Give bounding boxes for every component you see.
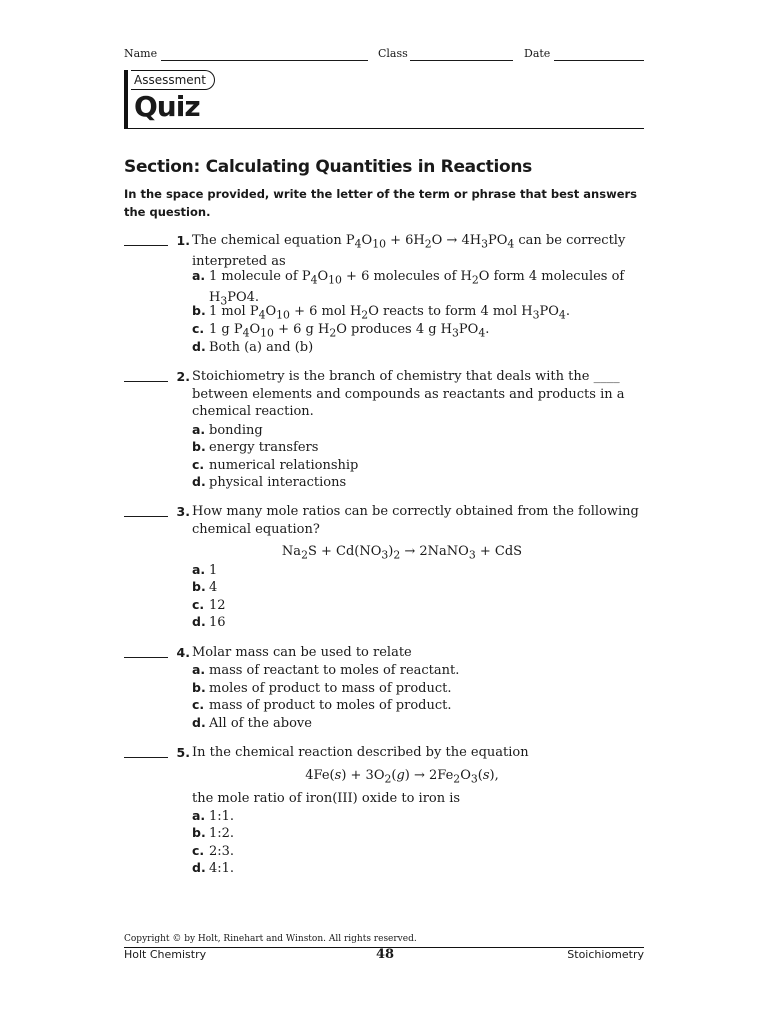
assessment-tab <box>131 70 215 90</box>
date-label: Date <box>524 47 551 60</box>
question-text-continued: the mole ratio of iron(III) oxide to iron is <box>192 791 461 806</box>
option-b[interactable]: b. energy transfers <box>192 439 319 455</box>
answer-blank-1[interactable] <box>124 245 168 246</box>
option-b[interactable]: b. moles of product to mass of product. <box>192 680 452 696</box>
option-a[interactable]: a. 1:1. <box>192 808 235 824</box>
name-label: Name <box>124 47 158 60</box>
option-c[interactable]: c. 2:3. <box>192 843 235 859</box>
copyright-notice: Copyright © by Holt, Rinehart and Winston. All rights reserved. <box>124 934 417 944</box>
option-b[interactable]: b. 1:2. <box>192 825 235 841</box>
option-d[interactable]: d. 16 <box>192 614 226 630</box>
title-divider <box>124 128 644 129</box>
option-c[interactable]: c. numerical relationship <box>192 457 359 473</box>
page-title: Quiz <box>134 90 200 123</box>
answer-blank-4[interactable] <box>124 657 168 658</box>
question-number: 5. <box>176 745 190 760</box>
class-line[interactable] <box>410 60 513 61</box>
question-text: In the chemical reaction described by the equation <box>192 745 529 760</box>
option-a[interactable]: a. bonding <box>192 422 263 438</box>
option-a[interactable]: a. 1 <box>192 562 218 578</box>
answer-blank-5[interactable] <box>124 757 168 758</box>
option-c[interactable]: c. 12 <box>192 597 226 613</box>
chapter-title: Stoichiometry <box>567 948 644 961</box>
question-number: 1. <box>176 233 190 248</box>
question-text: How many mole ratios can be correctly obtained from the following chemical equation? <box>192 504 639 537</box>
answer-blank-3[interactable] <box>124 516 168 517</box>
option-d[interactable]: d. Both (a) and (b) <box>192 339 314 355</box>
option-b[interactable]: b. 4 <box>192 579 218 595</box>
question-text: Molar mass can be used to relate <box>192 645 412 660</box>
section-title: Section: Calculating Quantities in Reactions <box>124 157 532 177</box>
class-label: Class <box>378 47 408 60</box>
option-a[interactable]: a. mass of reactant to moles of reactant. <box>192 662 460 678</box>
question-number: 2. <box>176 369 190 384</box>
name-line[interactable] <box>161 60 368 61</box>
assessment-tab-label: Assessment <box>134 73 206 87</box>
option-d[interactable]: d. physical interactions <box>192 474 347 490</box>
option-a[interactable]: a. 1 molecule of $P_4O_{10} + 6$ molecules of $H_2O$ form 4 molecules of $H_3PO4$. <box>192 268 625 308</box>
option-c[interactable]: c. 1 g $P_4O_{10} + 6$ g $H_2O$ produces 4 g $H_3PO_4$. <box>192 321 490 340</box>
chemical-equation: $4Fe(s) + 3O_2(g) \to 2Fe_2O_3(s)$, <box>305 768 499 786</box>
question-number: 3. <box>176 504 190 519</box>
option-b[interactable]: b. 1 mol $P_4O_{10} + 6$ mol $H_2O$ reacts to form 4 mol $H_3PO_4$. <box>192 303 570 322</box>
option-d[interactable]: d. 4:1. <box>192 860 235 876</box>
question-number: 4. <box>176 645 190 660</box>
option-c[interactable]: c. mass of product to moles of product. <box>192 697 452 713</box>
title-bar-accent <box>124 70 128 129</box>
chemical-equation: $Na_2S + Cd(NO_3)_2$ → 2NaNO$_3$ + CdS <box>281 544 523 562</box>
page-number: 48 <box>375 947 395 962</box>
date-line[interactable] <box>554 60 644 61</box>
question-text: The chemical equation $P_4O_{10} + 6H_2O \to 4H_3PO_4$ can be correctly interpreted as <box>192 233 626 270</box>
option-d[interactable]: d. All of the above <box>192 715 312 731</box>
instructions: In the space provided, write the letter of the term or phrase that best answers the question. <box>124 187 638 219</box>
book-title: Holt Chemistry <box>124 948 207 961</box>
question-text: Stoichiometry is the branch of chemistry that deals with the ____ between elements and compounds as reactants and products in a chemical reaction. <box>192 369 625 419</box>
answer-blank-2[interactable] <box>124 381 168 382</box>
